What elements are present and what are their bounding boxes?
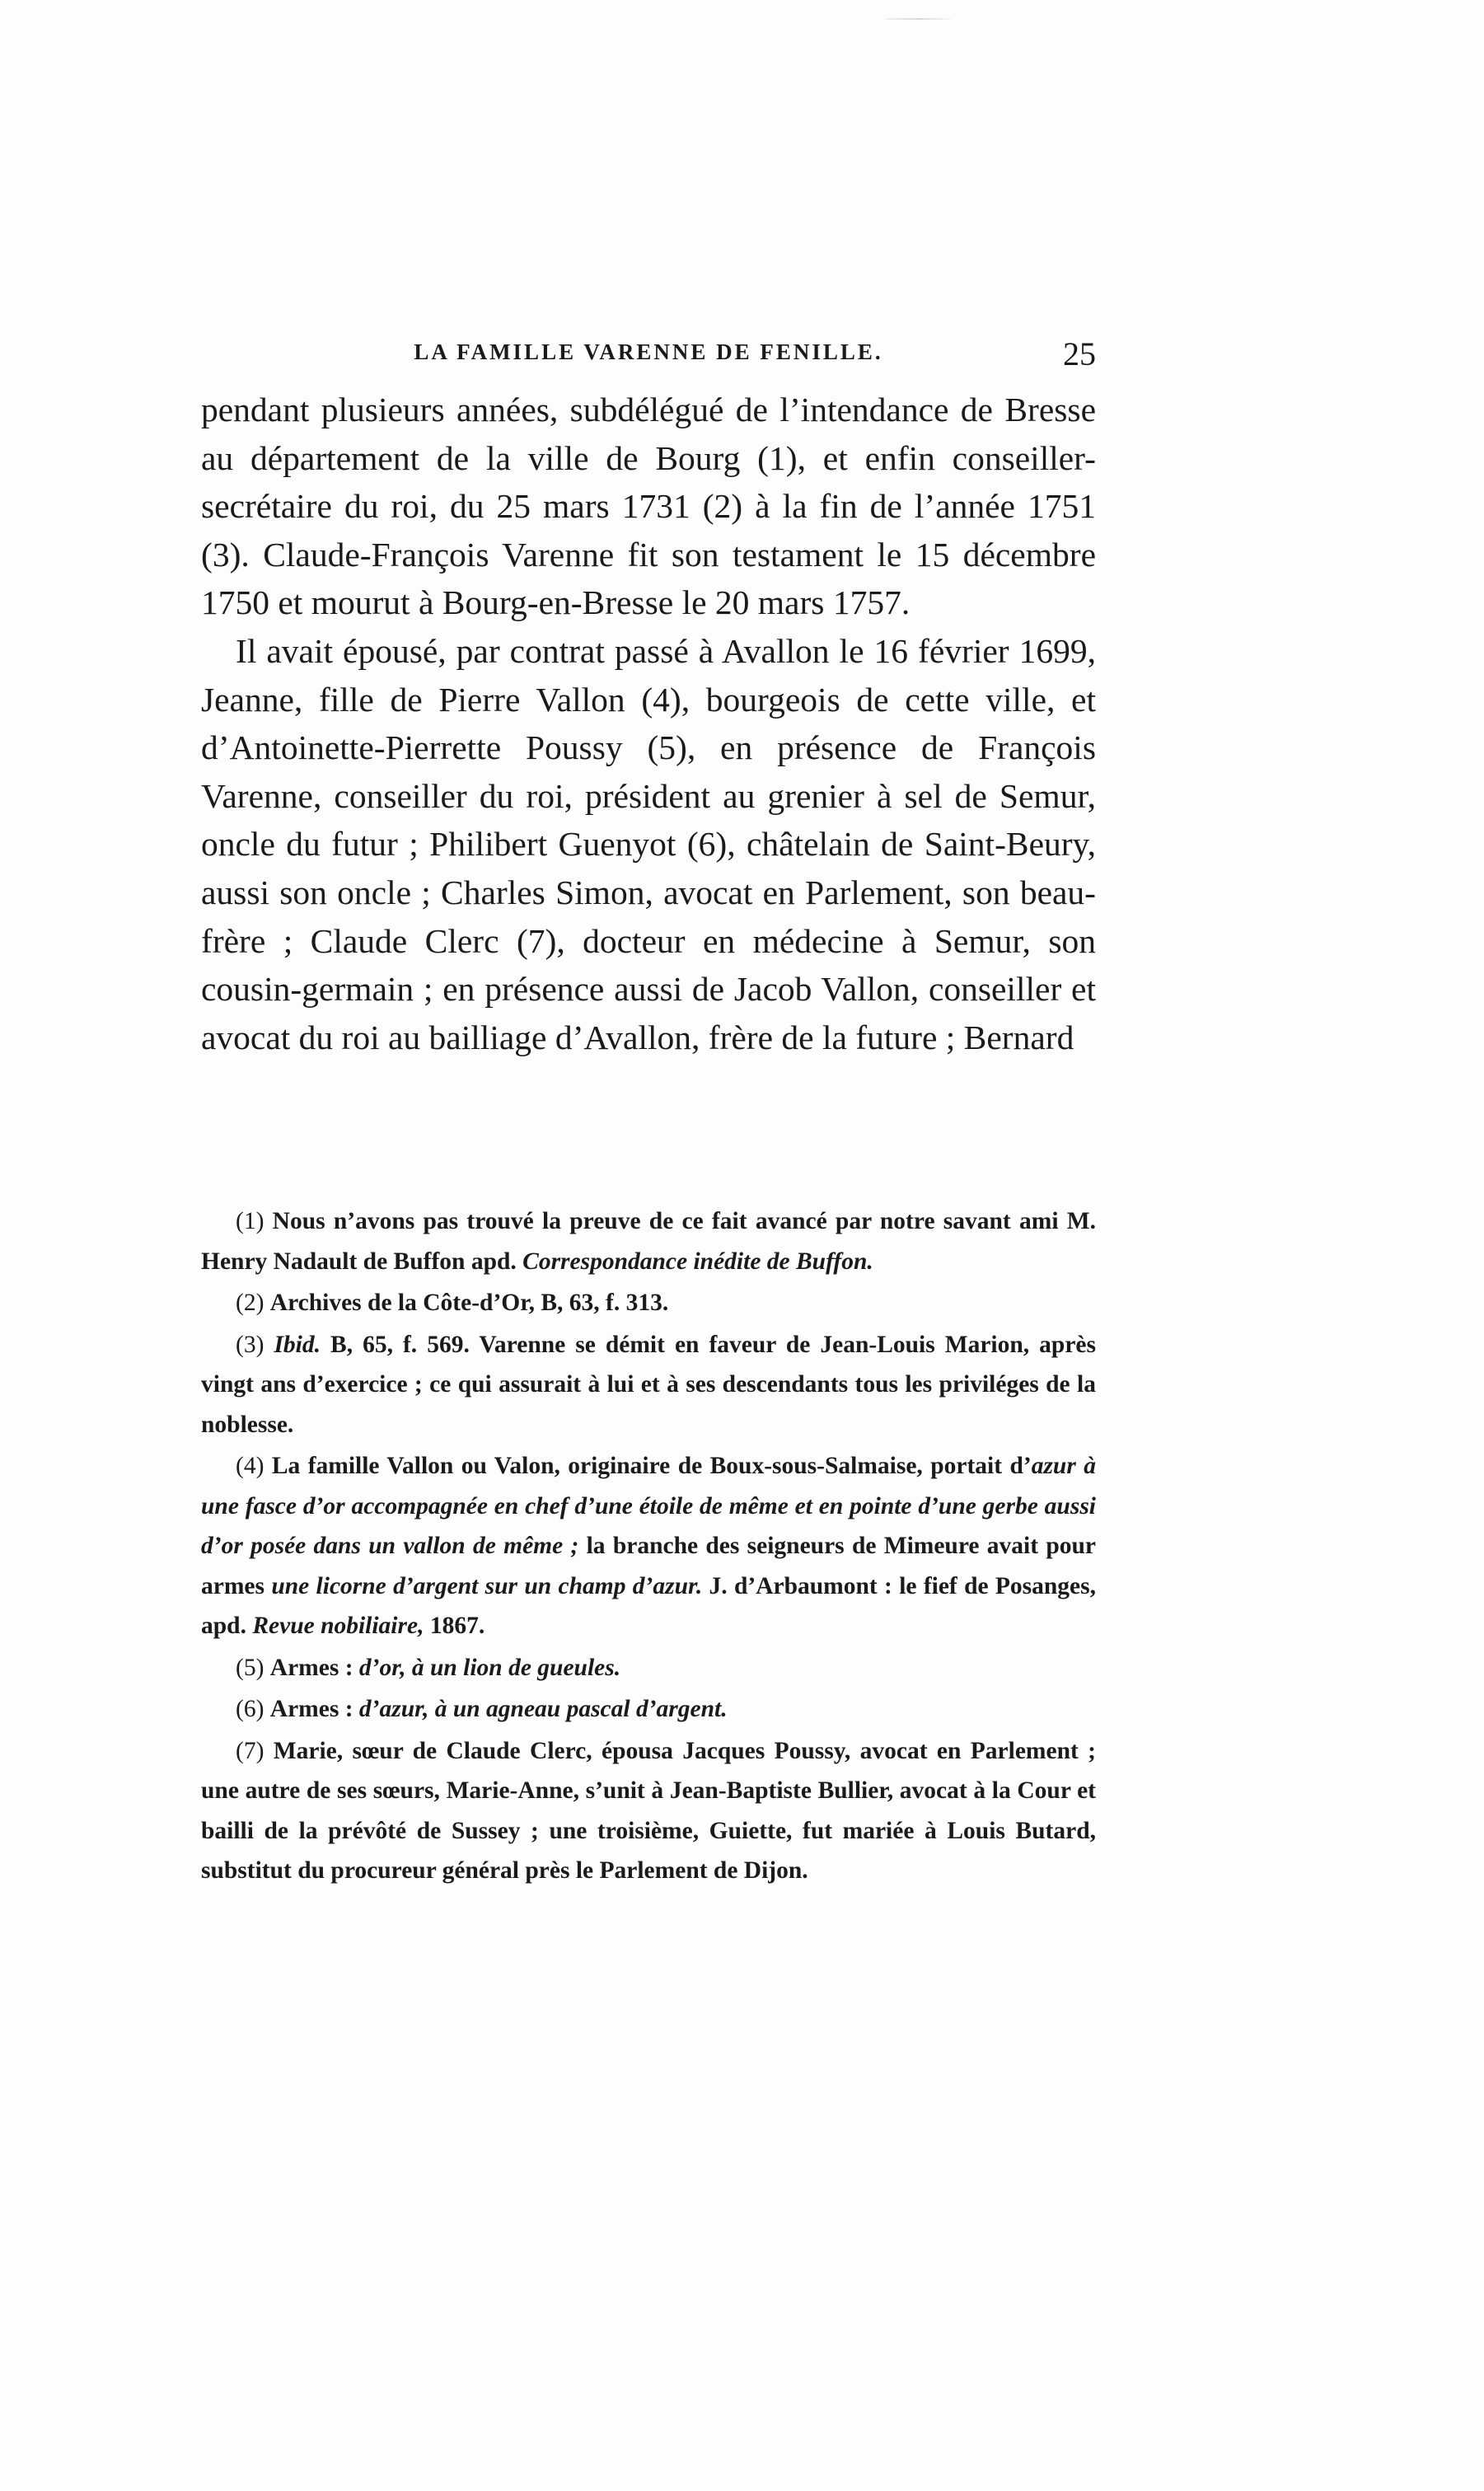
footnote-marker: (3) [236, 1331, 264, 1358]
footnote-text: Armes : d’or, à un lion de gueules. [269, 1654, 621, 1681]
footnote-3 [201, 1325, 1096, 1445]
footnote-marker: (5) [236, 1654, 264, 1681]
footnote-text: Ibid. B, 65, f. 569. Varenne se démit en faveur de Jean-Louis Marion, après vingt ans d’exercice ; ce qui assurait à lui et à ses descendants tous les priviléges de la noblesse. [201, 1331, 1097, 1438]
footnote-text: Archives de la Côte-d’Or, B, 63, f. 313. [269, 1290, 669, 1316]
footnote-text: La famille Vallon ou Valon, originaire de Boux-sous-Salmaise, portait d’azur à une fasce d’or accompagnée en chef d’une étoile de même et en pointe d’une gerbe aussi d’or posée dans un vallon de même ; la branche des seigneurs de Mimeure avait pour armes une licorne d’argent sur un champ d’azur. J. d’Arbaumont : le fief de Posanges, apd. Revue nobiliaire, 1867. [201, 1453, 1097, 1639]
footnote-marker: (7) [236, 1737, 264, 1764]
footnote-5 [201, 1648, 1096, 1688]
running-title: LA FAMILLE VARENNE DE FENILLE. [414, 339, 883, 364]
paragraph-1: pendant plusieurs années, subdélégué de l’intendance de Bresse au département de la ville de Bourg (1), et enfin conseiller-secrétaire du roi, du 25 mars 1731 (2) à la fin de l’année 1751 (3). Claude-François Varenne fit son testament le 15 décembre 1750 et mourut à Bourg-en-Bresse le 20 mars 1757. [201, 391, 1096, 622]
page-number: 25 [1063, 335, 1096, 372]
footnote-marker: (1) [236, 1208, 264, 1234]
footnote-marker: (2) [236, 1290, 264, 1316]
footnote-4 [201, 1446, 1096, 1646]
footnote-7 [201, 1731, 1096, 1891]
footnotes [201, 1201, 1096, 1893]
footnote-marker: (6) [236, 1696, 264, 1722]
footnote-6 [201, 1689, 1096, 1730]
paragraph-2: Il avait épousé, par contrat passé à Avallon le 16 février 1699, Jeanne, fille de Pierre Vallon (4), bourgeois de cette ville, et d’Antoinette-Pierrette Poussy (5), en présence de François Varenne, conseiller du roi, président au grenier à sel de Semur, oncle du futur ; Philibert Guenyot (6), châtelain de Saint-Beury, aussi son oncle ; Charles Simon, avocat en Parlement, son beau-frère ; Claude Clerc (7), docteur en médecine à Semur, son cousin-germain ; en présence aussi de Jacob Vallon, conseiller et avocat du roi au bailliage d’Avallon, frère de la future ; Bernard [201, 631, 1096, 1056]
footnote-text: Nous n’avons pas trouvé la preuve de ce fait avancé par notre savant ami M. Henry Nadault de Buffon apd. Correspondance inédite de Buffon. [201, 1208, 1097, 1275]
footnote-1 [201, 1201, 1096, 1281]
page-header [201, 335, 1096, 381]
footnote-marker: (4) [236, 1453, 264, 1479]
body-text [201, 386, 1096, 1061]
paper-speck [886, 18, 952, 20]
footnote-text: Marie, sœur de Claude Clerc, épousa Jacques Poussy, avocat en Parlement ; une autre de ses sœurs, Marie-Anne, s’unit à Jean-Baptiste Bullier, avocat à la Cour et bailli de la prévôté de Sussey ; une troisième, Guiette, fut mariée à Louis Butard, substitut du procureur général près le Parlement de Dijon. [201, 1737, 1096, 1884]
footnote-text: Armes : d’azur, à un agneau pascal d’argent. [269, 1696, 728, 1722]
footnote-2 [201, 1283, 1096, 1323]
